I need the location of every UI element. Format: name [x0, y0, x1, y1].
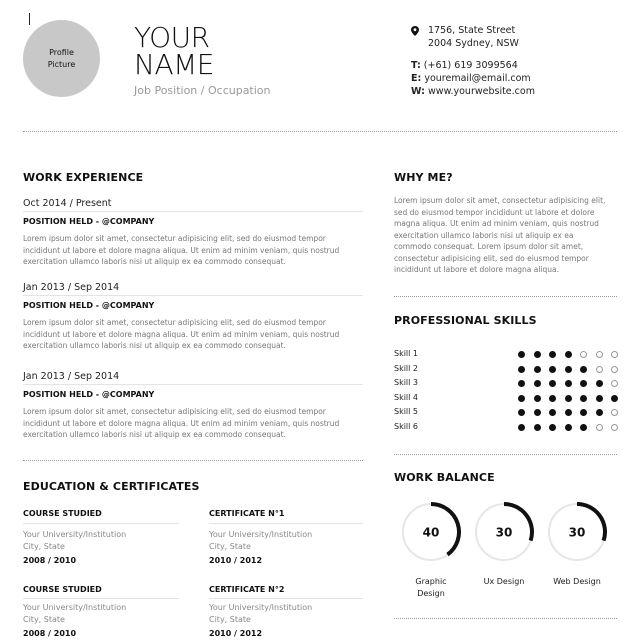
- why-line: consectetur adipisicing elit, sed do eiusmod tempor: [394, 253, 589, 263]
- skill-dot-filled: [596, 395, 603, 402]
- email-row: [411, 73, 531, 84]
- education-title: CERTIFICATE N°1: [209, 509, 285, 518]
- skill-label: Skill 6: [394, 422, 419, 431]
- skill-dot-filled: [549, 395, 556, 402]
- education-city: City, State: [209, 542, 251, 551]
- header-divider: [23, 131, 617, 132]
- skill-dot-empty: [596, 424, 603, 431]
- skill-dot-filled: [518, 351, 525, 358]
- email-value[interactable]: youremail@email.com: [424, 73, 531, 84]
- avatar-label-line2: Picture: [47, 59, 76, 69]
- work-desc-line: exercitation ullamco laboris nisi ut aliquip ex ea commodo consequat.: [23, 430, 286, 439]
- education-city: City, State: [209, 615, 251, 624]
- education-years: 2010 / 2012: [209, 556, 263, 565]
- work-date: Jan 2013 / Sep 2014: [23, 371, 120, 382]
- education-divider: [209, 523, 363, 524]
- work-desc-line: incididunt ut labore et dolore magna aliqua. Ut enim ad minim veniam, quis nostrud: [23, 329, 340, 339]
- balance-gauges: [394, 495, 620, 570]
- gauge-label: [464, 576, 544, 588]
- education-title: COURSE STUDIED: [23, 585, 102, 594]
- skill-dot-filled: [580, 409, 587, 416]
- website-row: [411, 86, 535, 97]
- education-city: City, State: [23, 615, 65, 624]
- skill-row: [394, 407, 620, 419]
- education-divider: [23, 523, 179, 524]
- job-title: Job Position / Occupation: [134, 84, 271, 97]
- phone-value: (+61) 619 3099564: [423, 60, 518, 71]
- avatar-label-line1: Profile: [49, 47, 74, 57]
- skill-row: [394, 422, 620, 434]
- website-value[interactable]: www.yourwebsite.com: [428, 86, 535, 97]
- skills-heading: PROFESSIONAL SKILLS: [394, 314, 537, 327]
- why-line: commodo consequat. Lorem ipsum dolor sit amet,: [394, 242, 584, 251]
- work-date: Jan 2013 / Sep 2014: [23, 282, 120, 293]
- work-description: [23, 317, 339, 352]
- skill-dot-empty: [611, 424, 618, 431]
- education-years: 2008 / 2010: [23, 629, 77, 638]
- skill-row: [394, 393, 620, 405]
- phone-row: [411, 60, 518, 71]
- name-line2: NAME: [134, 48, 214, 81]
- why-line: incididunt ut labore et dolore magna aliqua.: [394, 265, 560, 274]
- education-years: 2008 / 2010: [23, 556, 77, 565]
- education-years: 2010 / 2012: [209, 629, 263, 638]
- skill-dot-filled: [580, 395, 587, 402]
- education-heading: EDUCATION & CERTIFICATES: [23, 480, 200, 493]
- skill-row: [394, 364, 620, 376]
- education-institution: Your University/Institution: [23, 530, 127, 539]
- gauge-label-line: Web Design: [553, 577, 601, 586]
- skill-dot-filled: [580, 380, 587, 387]
- education-city: City, State: [23, 542, 65, 551]
- why-text: [394, 195, 605, 276]
- skill-dot-filled: [565, 351, 572, 358]
- work-divider: [23, 211, 363, 212]
- skill-dot-filled: [549, 351, 556, 358]
- avatar: [23, 20, 100, 97]
- skill-dot-filled: [611, 395, 618, 402]
- skill-label: Skill 4: [394, 392, 419, 402]
- why-heading: WHY ME?: [394, 171, 453, 184]
- work-heading: WORK EXPERIENCE: [23, 171, 144, 184]
- work-description: [23, 406, 339, 441]
- education-institution: Your University/Institution: [209, 530, 313, 539]
- skill-dot-filled: [534, 424, 541, 431]
- skill-dot-empty: [611, 351, 618, 358]
- work-desc-line: Lorem ipsum dolor sit amet, consectetur adipisicing elit, sed do eiusmod tempor: [23, 407, 326, 416]
- skill-dot-filled: [565, 395, 572, 402]
- gauge-value: 30: [568, 525, 586, 540]
- skill-dot-filled: [565, 409, 572, 416]
- name-line1: YOUR: [134, 21, 210, 54]
- skill-dot-filled: [534, 351, 541, 358]
- why-line: sed do eiusmod tempor incididunt ut labore et dolore: [394, 207, 595, 217]
- skill-dot-filled: [518, 424, 525, 431]
- education-institution: Your University/Institution: [23, 603, 127, 612]
- skill-dot-filled: [549, 424, 556, 431]
- gauge-label: [537, 576, 617, 588]
- gauge-value: 40: [422, 525, 440, 540]
- skill-dot-filled: [534, 380, 541, 387]
- skill-dot-filled: [549, 380, 556, 387]
- education-title: CERTIFICATE N°2: [209, 585, 285, 594]
- gauge-label: [391, 576, 471, 600]
- skill-dot-filled: [518, 409, 525, 416]
- balance-divider: [394, 618, 617, 619]
- website-label: W:: [411, 86, 425, 97]
- phone-label: T:: [411, 60, 421, 71]
- education-divider: [23, 598, 179, 599]
- skill-dot-filled: [518, 366, 525, 373]
- skill-label: Skill 5: [394, 407, 419, 417]
- education-title: COURSE STUDIED: [23, 509, 102, 518]
- skills-divider: [394, 454, 617, 455]
- work-divider: [23, 295, 363, 296]
- work-description: [23, 233, 339, 268]
- work-date: Oct 2014 / Present: [23, 198, 112, 209]
- work-position: POSITION HELD - @COMPANY: [23, 390, 155, 399]
- skill-dot-filled: [534, 395, 541, 402]
- gauge-label-line: Design: [417, 589, 445, 598]
- email-label: E:: [411, 73, 422, 84]
- why-line: magna aliqua. Ut enim ad minim veniam, quis nostrud: [394, 219, 599, 228]
- work-divider: [23, 384, 363, 385]
- work-desc-line: incididunt ut labore et dolore magna aliqua. Ut enim ad minim veniam, quis nostrud: [23, 418, 340, 428]
- work-desc-line: exercitation ullamco laboris nisi ut aliquip ex ea commodo consequat.: [23, 257, 286, 266]
- address-line1: 1756, State Street: [428, 25, 516, 36]
- skill-label: Skill 2: [394, 363, 419, 373]
- work-position: POSITION HELD - @COMPANY: [23, 301, 155, 310]
- work-desc-line: Lorem ipsum dolor sit amet, consectetur adipisicing elit, sed do eiusmod tempor: [23, 234, 326, 243]
- education-divider: [209, 598, 363, 599]
- skill-dot-filled: [549, 409, 556, 416]
- address-line2: 2004 Sydney, NSW: [428, 38, 519, 49]
- skill-dot-filled: [534, 409, 541, 416]
- skill-row: [394, 378, 620, 390]
- skills-list: [394, 349, 620, 439]
- skill-row: [394, 349, 620, 361]
- balance-labels: [394, 576, 620, 606]
- skill-dot-filled: [518, 395, 525, 402]
- skill-dot-filled: [565, 380, 572, 387]
- gauge-value: 30: [495, 525, 513, 540]
- education-institution: Your University/Institution: [209, 603, 313, 612]
- name-block: [134, 21, 214, 81]
- skill-dot-filled: [565, 366, 572, 373]
- why-line: Lorem ipsum dolor sit amet, consectetur adipisicing elit,: [394, 196, 606, 205]
- skill-dot-empty: [611, 366, 618, 373]
- balance-heading: WORK BALANCE: [394, 471, 495, 484]
- skill-dot-filled: [580, 366, 587, 373]
- why-divider: [394, 296, 617, 297]
- work-section-divider: [23, 460, 363, 461]
- skill-dot-filled: [549, 366, 556, 373]
- skill-dot-filled: [518, 380, 525, 387]
- skill-label: Skill 3: [394, 378, 419, 388]
- work-desc-line: Lorem ipsum dolor sit amet, consectetur adipisicing elit, sed do eiusmod tempor: [23, 318, 326, 327]
- skill-dot-filled: [596, 409, 603, 416]
- work-desc-line: exercitation ullamco laboris nisi ut aliquip ex ea commodo consequat.: [23, 341, 286, 350]
- skill-dot-filled: [534, 366, 541, 373]
- skill-dot-filled: [565, 424, 572, 431]
- gauge-label-line: Graphic: [415, 577, 447, 586]
- work-position: POSITION HELD - @COMPANY: [23, 217, 155, 226]
- skill-label: Skill 1: [394, 349, 419, 358]
- skill-dot-empty: [596, 366, 603, 373]
- text-cursor: [29, 13, 30, 25]
- skill-dot-filled: [596, 380, 603, 387]
- skill-dot-filled: [580, 424, 587, 431]
- work-desc-line: incididunt ut labore et dolore magna aliqua. Ut enim ad minim veniam, quis nostrud: [23, 245, 340, 255]
- skill-dot-empty: [611, 380, 618, 387]
- location-pin-icon: [411, 26, 419, 36]
- why-line: exercitation ullamco laboris nisi ut aliquip ex ea: [394, 230, 574, 240]
- gauge-label-line: Ux Design: [483, 577, 525, 586]
- skill-dot-empty: [580, 351, 587, 358]
- skill-dot-empty: [611, 409, 618, 416]
- skill-dot-empty: [596, 351, 603, 358]
